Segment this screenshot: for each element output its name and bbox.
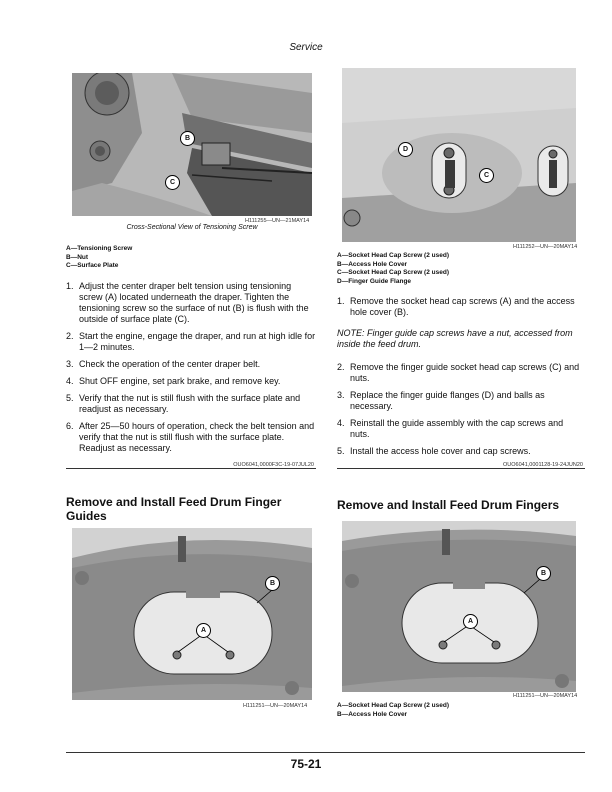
tensioning-steps bbox=[66, 281, 316, 460]
legend-item: A—Socket Head Cap Screw (2 used) bbox=[337, 702, 449, 709]
legend-item: A—Socket Head Cap Screw (2 used) bbox=[337, 252, 449, 259]
step-item: 6. After 25—50 hours of operation, check the belt tension and verify that the nut is still flush with the surface plate. Readjust as necessary. bbox=[66, 421, 315, 453]
legend-item: C—Socket Head Cap Screw (2 used) bbox=[337, 269, 449, 277]
step-item: 4. Shut OFF engine, set park brake, and remove key. bbox=[66, 376, 281, 386]
legend-item: D—Finger Guide Flange bbox=[337, 277, 412, 285]
callout-d: D bbox=[398, 142, 413, 157]
figure-id: H111251—UN—20MAY14 bbox=[243, 703, 308, 709]
callout-a: A bbox=[463, 614, 478, 629]
finger-guide-figure bbox=[342, 68, 576, 242]
step-item: 5. Install the access hole cover and cap screws. bbox=[337, 446, 531, 456]
tensioning-screw-figure bbox=[72, 73, 312, 216]
finger-guide-illustration bbox=[342, 68, 576, 242]
note: NOTE: Finger guide cap screws have a nut, accessed from inside the feed drum. bbox=[337, 328, 573, 349]
legend-item: A—Tensioning Screw bbox=[66, 245, 133, 252]
reference-code: OUO6041,0000F3C-19-07JUL20 bbox=[233, 462, 314, 468]
step-item: 5. Verify that the nut is still flush with the surface plate and readjust as necessary. bbox=[66, 393, 301, 414]
callout-b: B bbox=[265, 576, 280, 591]
access-hole-illustration bbox=[72, 528, 312, 700]
legend-finger-guide bbox=[337, 252, 449, 286]
footer-rule bbox=[66, 752, 585, 753]
section-title-finger-guides: Remove and Install Feed Drum Finger Guides bbox=[66, 495, 282, 523]
legend-item: B—Access Hole Cover bbox=[337, 260, 408, 268]
figure-caption: Cross-Sectional View of Tensioning Screw bbox=[126, 224, 258, 231]
finger-guide-step-1 bbox=[337, 296, 585, 324]
callout-a: A bbox=[196, 623, 211, 638]
legend-item: C—Surface Plate bbox=[66, 262, 119, 270]
step-item: 3. Check the operation of the center draper belt. bbox=[66, 359, 261, 369]
running-header: Service bbox=[289, 42, 323, 53]
section-title-fingers: Remove and Install Feed Drum Fingers bbox=[337, 498, 560, 512]
access-hole-figure bbox=[342, 521, 576, 692]
access-hole-illustration bbox=[342, 521, 576, 692]
divider bbox=[66, 468, 316, 469]
step-item: 4. Reinstall the guide assembly with the cap screws and nuts. bbox=[337, 418, 564, 439]
reference-code: OUO6041,0001128-19-24JUN20 bbox=[502, 462, 583, 468]
page-number: 75-21 bbox=[290, 757, 322, 771]
step-item: 2. Remove the finger guide socket head cap screws (C) and nuts. bbox=[337, 362, 580, 383]
figure-id: H111251—UN—20MAY14 bbox=[513, 693, 578, 699]
legend-item: B—Access Hole Cover bbox=[337, 710, 408, 718]
step-item: 3. Replace the finger guide flanges (D) and balls as necessary. bbox=[337, 390, 545, 411]
callout-b: B bbox=[180, 131, 195, 146]
figure-id: H111252—UN—20MAY14 bbox=[513, 244, 578, 250]
callout-b: B bbox=[536, 566, 551, 581]
legend-fingers bbox=[337, 702, 449, 719]
step-item: 1. Remove the socket head cap screws (A) and the access hole cover (B). bbox=[337, 296, 575, 317]
step-item: 2. Start the engine, engage the draper, and run at high idle for 1—2 minutes. bbox=[66, 331, 316, 352]
figure-id: H111255—UN—21MAY14 bbox=[245, 218, 310, 224]
access-hole-figure bbox=[72, 528, 312, 700]
callout-c: C bbox=[165, 175, 180, 190]
finger-guide-steps bbox=[337, 362, 585, 463]
divider bbox=[337, 468, 585, 469]
legend-item: B—Nut bbox=[66, 253, 89, 261]
callout-c: C bbox=[479, 168, 494, 183]
step-item: 1. Adjust the center draper belt tension using tensioning screw (A) located underneath the draper. Tighten the tensioning screw so the surface of nut (B) is flush with the outside of surface plate (C). bbox=[66, 281, 309, 324]
legend-tensioning bbox=[66, 245, 132, 271]
